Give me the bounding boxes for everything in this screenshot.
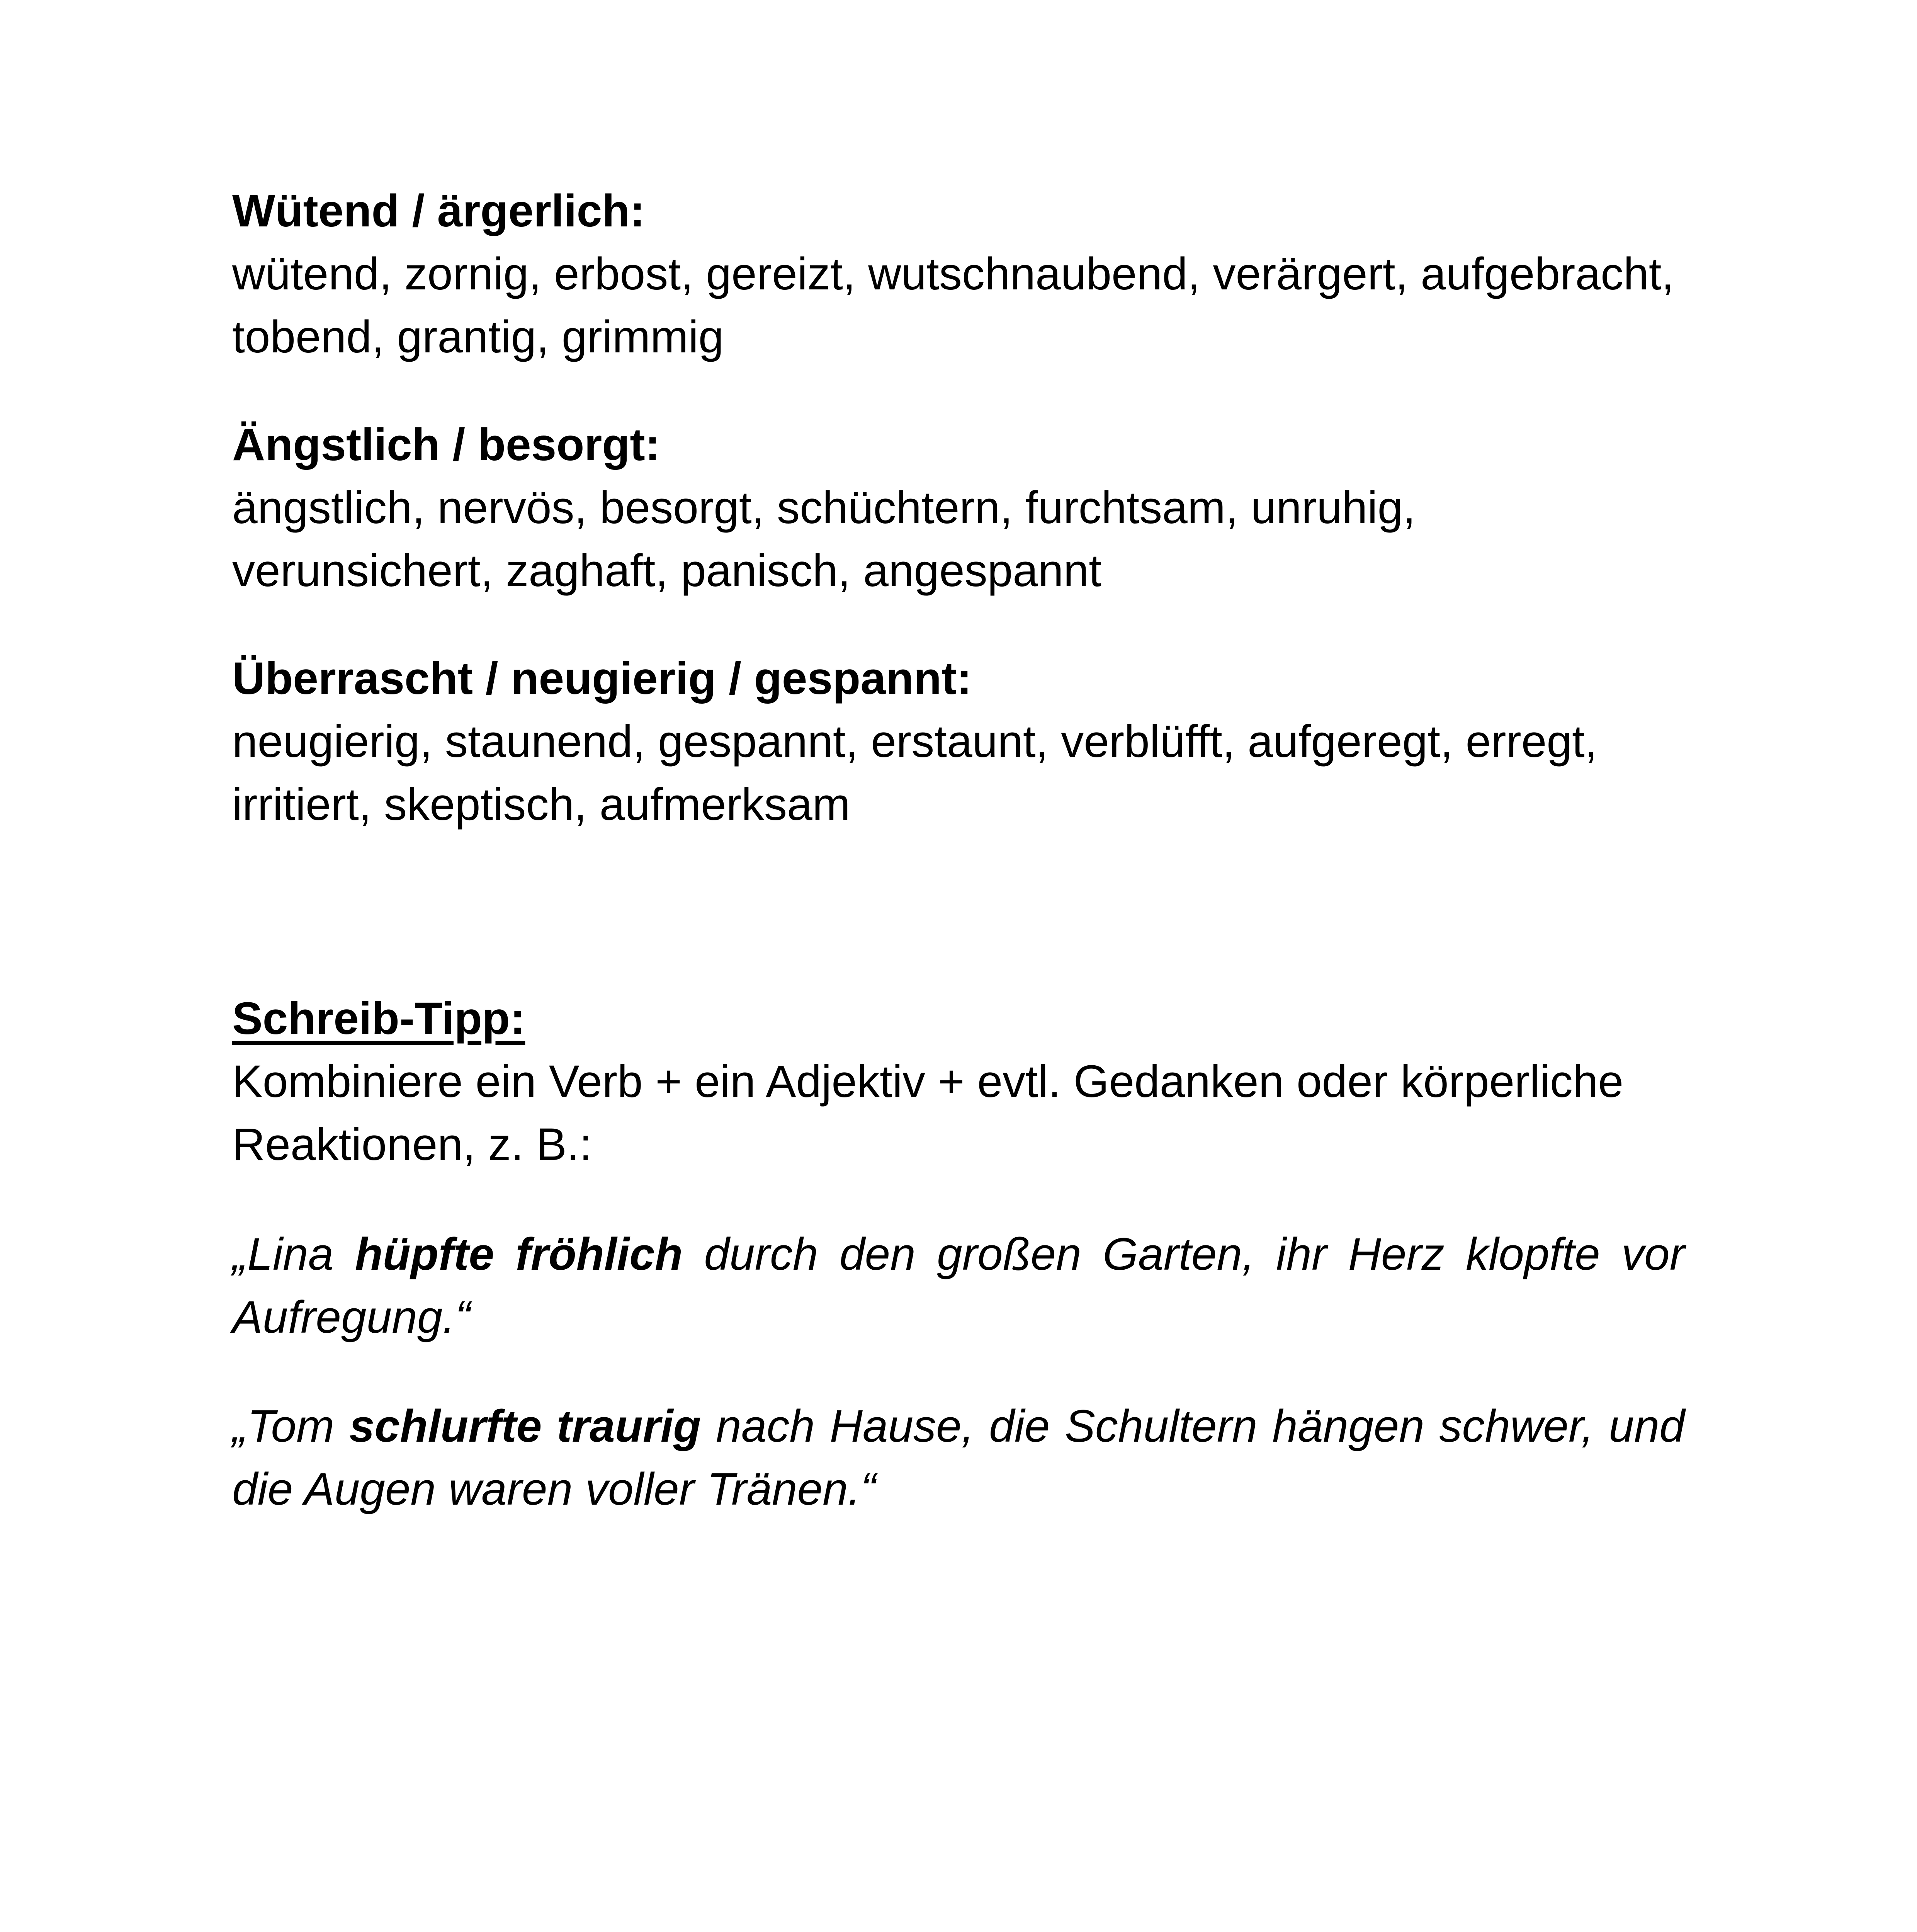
section-angry [232, 180, 1685, 369]
writing-tip [232, 987, 1685, 1176]
quote-open: „Lina [232, 1229, 355, 1280]
tip-text: Kombiniere ein Verb + ein Adjektiv + evtl. Gedanken oder körperliche Reaktionen, z. B.: [232, 1056, 1624, 1170]
section-heading: Überrascht / neugierig / gespannt: [232, 653, 972, 704]
section-text: neugierig, staunend, gespannt, erstaunt, verblüfft, aufgeregt, erregt, irritiert, skeptisch, aufmerksam [232, 716, 1598, 830]
quote-emphasis: hüpfte fröhlich [355, 1229, 683, 1280]
section-heading: Wütend / ärgerlich: [232, 185, 645, 236]
quote-rest: durch den großen Garten, ihr Herz klopfte vor Aufregung.“ [232, 1229, 1685, 1343]
section-text: ängstlich, nervös, besorgt, schüchtern, furchtsam, unruhig, verunsichert, zaghaft, panisch, angespannt [232, 482, 1416, 596]
example-quote-tom [232, 1395, 1685, 1521]
quote-open: „Tom [232, 1401, 350, 1452]
section-anxious [232, 413, 1685, 602]
tip-heading: Schreib-Tipp: [232, 993, 525, 1044]
quote-rest: nach Hause, die Schultern hängen schwer, und die Augen waren voller Tränen.“ [232, 1401, 1685, 1515]
section-text: wütend, zornig, erbost, gereizt, wutschnaubend, verärgert, aufgebracht, tobend, grantig, grimmig [232, 248, 1674, 362]
section-surprised [232, 647, 1685, 836]
quote-emphasis: schlurfte traurig [349, 1401, 701, 1452]
section-heading: Ängstlich / besorgt: [232, 419, 660, 470]
example-quote-lina [232, 1223, 1685, 1349]
